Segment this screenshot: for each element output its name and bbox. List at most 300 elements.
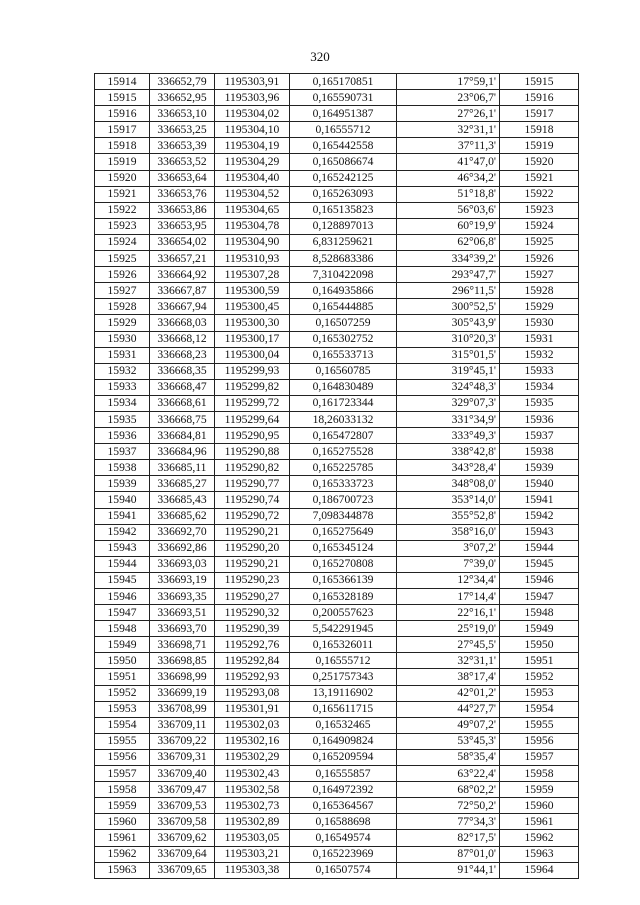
cell-point-number: 15952 <box>95 685 150 701</box>
cell-direction-angle: 348°08,0' <box>397 476 500 492</box>
cell-point-number: 15951 <box>95 669 150 685</box>
cell-next-point-number: 15934 <box>500 379 579 395</box>
cell-point-number: 15946 <box>95 589 150 605</box>
cell-point-number: 15915 <box>95 90 150 106</box>
cell-next-point-number: 15951 <box>500 653 579 669</box>
cell-y-coordinate: 1195303,91 <box>215 74 290 90</box>
cell-x-coordinate: 336654,02 <box>150 234 215 250</box>
table-body <box>95 74 579 879</box>
cell-y-coordinate: 1195300,04 <box>215 347 290 363</box>
cell-distance: 7,310422098 <box>290 267 397 283</box>
cell-next-point-number: 15918 <box>500 122 579 138</box>
cell-point-number: 15927 <box>95 283 150 299</box>
cell-distance: 0,165326011 <box>290 637 397 653</box>
cell-point-number: 15944 <box>95 556 150 572</box>
cell-point-number: 15926 <box>95 267 150 283</box>
cell-direction-angle: 51°18,8' <box>397 186 500 202</box>
cell-y-coordinate: 1195300,17 <box>215 331 290 347</box>
table-row <box>95 395 579 411</box>
table-row <box>95 315 579 331</box>
table-row <box>95 589 579 605</box>
cell-next-point-number: 15940 <box>500 476 579 492</box>
cell-next-point-number: 15933 <box>500 363 579 379</box>
cell-next-point-number: 15924 <box>500 218 579 234</box>
cell-x-coordinate: 336668,47 <box>150 379 215 395</box>
table-row <box>95 492 579 508</box>
cell-x-coordinate: 336709,40 <box>150 766 215 782</box>
cell-point-number: 15934 <box>95 395 150 411</box>
cell-x-coordinate: 336653,25 <box>150 122 215 138</box>
cell-distance: 0,165086674 <box>290 154 397 170</box>
cell-direction-angle: 44°27,7' <box>397 701 500 717</box>
cell-next-point-number: 15957 <box>500 749 579 765</box>
cell-x-coordinate: 336685,11 <box>150 460 215 476</box>
cell-direction-angle: 62°06,8' <box>397 234 500 250</box>
cell-distance: 0,165275528 <box>290 444 397 460</box>
cell-direction-angle: 7°39,0' <box>397 556 500 572</box>
table-row <box>95 766 579 782</box>
cell-point-number: 15957 <box>95 766 150 782</box>
cell-y-coordinate: 1195302,29 <box>215 749 290 765</box>
cell-next-point-number: 15941 <box>500 492 579 508</box>
cell-direction-angle: 63°22,4' <box>397 766 500 782</box>
cell-point-number: 15923 <box>95 218 150 234</box>
cell-x-coordinate: 336684,81 <box>150 428 215 444</box>
cell-next-point-number: 15959 <box>500 782 579 798</box>
cell-y-coordinate: 1195303,38 <box>215 862 290 878</box>
cell-next-point-number: 15923 <box>500 202 579 218</box>
cell-x-coordinate: 336709,31 <box>150 749 215 765</box>
cell-y-coordinate: 1195304,65 <box>215 202 290 218</box>
cell-distance: 0,164935866 <box>290 283 397 299</box>
cell-next-point-number: 15928 <box>500 283 579 299</box>
cell-distance: 0,16560785 <box>290 363 397 379</box>
coordinates-table <box>94 73 579 879</box>
cell-point-number: 15961 <box>95 830 150 846</box>
cell-point-number: 15936 <box>95 428 150 444</box>
cell-direction-angle: 338°42,8' <box>397 444 500 460</box>
cell-point-number: 15929 <box>95 315 150 331</box>
cell-direction-angle: 32°31,1' <box>397 653 500 669</box>
cell-point-number: 15916 <box>95 106 150 122</box>
table-row <box>95 540 579 556</box>
cell-distance: 0,165345124 <box>290 540 397 556</box>
cell-point-number: 15932 <box>95 363 150 379</box>
table-row <box>95 476 579 492</box>
cell-x-coordinate: 336685,43 <box>150 492 215 508</box>
cell-x-coordinate: 336652,79 <box>150 74 215 90</box>
cell-point-number: 15943 <box>95 540 150 556</box>
cell-y-coordinate: 1195304,40 <box>215 170 290 186</box>
table-row <box>95 556 579 572</box>
cell-point-number: 15928 <box>95 299 150 315</box>
cell-y-coordinate: 1195301,91 <box>215 701 290 717</box>
table-row <box>95 106 579 122</box>
cell-x-coordinate: 336668,12 <box>150 331 215 347</box>
cell-distance: 0,164951387 <box>290 106 397 122</box>
table-row <box>95 572 579 588</box>
table-row <box>95 653 579 669</box>
cell-point-number: 15955 <box>95 733 150 749</box>
cell-x-coordinate: 336709,58 <box>150 814 215 830</box>
cell-x-coordinate: 336693,03 <box>150 556 215 572</box>
cell-x-coordinate: 336653,86 <box>150 202 215 218</box>
cell-direction-angle: 23°06,7' <box>397 90 500 106</box>
cell-point-number: 15925 <box>95 251 150 267</box>
cell-y-coordinate: 1195300,45 <box>215 299 290 315</box>
cell-x-coordinate: 336668,61 <box>150 395 215 411</box>
table-row <box>95 283 579 299</box>
cell-x-coordinate: 336653,64 <box>150 170 215 186</box>
cell-y-coordinate: 1195300,30 <box>215 315 290 331</box>
cell-direction-angle: 334°39,2' <box>397 251 500 267</box>
table-row <box>95 90 579 106</box>
cell-point-number: 15953 <box>95 701 150 717</box>
cell-distance: 0,165364567 <box>290 798 397 814</box>
cell-distance: 0,165611715 <box>290 701 397 717</box>
cell-y-coordinate: 1195303,21 <box>215 846 290 862</box>
cell-point-number: 15931 <box>95 347 150 363</box>
cell-next-point-number: 15926 <box>500 251 579 267</box>
cell-direction-angle: 32°31,1' <box>397 122 500 138</box>
cell-point-number: 15933 <box>95 379 150 395</box>
table-row <box>95 508 579 524</box>
table-row <box>95 299 579 315</box>
cell-next-point-number: 15947 <box>500 589 579 605</box>
cell-point-number: 15930 <box>95 331 150 347</box>
page-number: 320 <box>310 49 330 64</box>
cell-direction-angle: 91°44,1' <box>397 862 500 878</box>
cell-direction-angle: 296°11,5' <box>397 283 500 299</box>
cell-distance: 0,165333723 <box>290 476 397 492</box>
cell-distance: 8,528683386 <box>290 251 397 267</box>
cell-direction-angle: 329°07,3' <box>397 395 500 411</box>
cell-x-coordinate: 336698,85 <box>150 653 215 669</box>
cell-x-coordinate: 336657,21 <box>150 251 215 267</box>
cell-distance: 0,16532465 <box>290 717 397 733</box>
cell-direction-angle: 293°47,7' <box>397 267 500 283</box>
cell-direction-angle: 358°16,0' <box>397 524 500 540</box>
cell-direction-angle: 305°43,9' <box>397 315 500 331</box>
cell-distance: 0,164830489 <box>290 379 397 395</box>
cell-next-point-number: 15916 <box>500 90 579 106</box>
cell-y-coordinate: 1195304,52 <box>215 186 290 202</box>
table-row <box>95 170 579 186</box>
cell-y-coordinate: 1195304,10 <box>215 122 290 138</box>
table-row <box>95 605 579 621</box>
cell-next-point-number: 15961 <box>500 814 579 830</box>
cell-next-point-number: 15919 <box>500 138 579 154</box>
cell-point-number: 15920 <box>95 170 150 186</box>
cell-y-coordinate: 1195290,21 <box>215 524 290 540</box>
cell-distance: 0,165366139 <box>290 572 397 588</box>
cell-next-point-number: 15917 <box>500 106 579 122</box>
table-row <box>95 830 579 846</box>
cell-direction-angle: 77°34,3' <box>397 814 500 830</box>
cell-y-coordinate: 1195304,02 <box>215 106 290 122</box>
cell-next-point-number: 15935 <box>500 395 579 411</box>
cell-x-coordinate: 336709,11 <box>150 717 215 733</box>
cell-direction-angle: 17°59,1' <box>397 74 500 90</box>
cell-x-coordinate: 336693,19 <box>150 572 215 588</box>
cell-next-point-number: 15945 <box>500 556 579 572</box>
cell-distance: 7,098344878 <box>290 508 397 524</box>
cell-next-point-number: 15958 <box>500 766 579 782</box>
cell-direction-angle: 68°02,2' <box>397 782 500 798</box>
cell-distance: 0,165533713 <box>290 347 397 363</box>
cell-y-coordinate: 1195302,58 <box>215 782 290 798</box>
cell-next-point-number: 15915 <box>500 74 579 90</box>
table-row <box>95 862 579 878</box>
cell-direction-angle: 25°19,0' <box>397 621 500 637</box>
cell-x-coordinate: 336685,62 <box>150 508 215 524</box>
cell-x-coordinate: 336708,99 <box>150 701 215 717</box>
cell-distance: 6,831259621 <box>290 234 397 250</box>
cell-x-coordinate: 336692,86 <box>150 540 215 556</box>
cell-distance: 0,165590731 <box>290 90 397 106</box>
cell-next-point-number: 15932 <box>500 347 579 363</box>
cell-point-number: 15963 <box>95 862 150 878</box>
cell-x-coordinate: 336653,10 <box>150 106 215 122</box>
cell-direction-angle: 42°01,2' <box>397 685 500 701</box>
cell-distance: 0,165135823 <box>290 202 397 218</box>
cell-point-number: 15956 <box>95 749 150 765</box>
cell-point-number: 15948 <box>95 621 150 637</box>
table-row <box>95 685 579 701</box>
cell-distance: 0,16555712 <box>290 122 397 138</box>
cell-distance: 0,161723344 <box>290 395 397 411</box>
cell-point-number: 15959 <box>95 798 150 814</box>
cell-y-coordinate: 1195290,95 <box>215 428 290 444</box>
cell-y-coordinate: 1195299,93 <box>215 363 290 379</box>
cell-x-coordinate: 336653,39 <box>150 138 215 154</box>
cell-point-number: 15962 <box>95 846 150 862</box>
cell-next-point-number: 15944 <box>500 540 579 556</box>
cell-x-coordinate: 336709,47 <box>150 782 215 798</box>
cell-y-coordinate: 1195290,32 <box>215 605 290 621</box>
cell-x-coordinate: 336685,27 <box>150 476 215 492</box>
cell-distance: 0,251757343 <box>290 669 397 685</box>
cell-next-point-number: 15949 <box>500 621 579 637</box>
cell-distance: 0,16555857 <box>290 766 397 782</box>
cell-next-point-number: 15925 <box>500 234 579 250</box>
cell-y-coordinate: 1195304,19 <box>215 138 290 154</box>
cell-next-point-number: 15937 <box>500 428 579 444</box>
cell-y-coordinate: 1195299,64 <box>215 411 290 427</box>
cell-y-coordinate: 1195290,82 <box>215 460 290 476</box>
cell-point-number: 15954 <box>95 717 150 733</box>
cell-direction-angle: 331°34,9' <box>397 411 500 427</box>
cell-next-point-number: 15921 <box>500 170 579 186</box>
cell-point-number: 15945 <box>95 572 150 588</box>
cell-point-number: 15919 <box>95 154 150 170</box>
table-row <box>95 733 579 749</box>
cell-y-coordinate: 1195302,73 <box>215 798 290 814</box>
cell-direction-angle: 3°07,2' <box>397 540 500 556</box>
table-row <box>95 846 579 862</box>
cell-x-coordinate: 336653,76 <box>150 186 215 202</box>
cell-x-coordinate: 336692,70 <box>150 524 215 540</box>
cell-y-coordinate: 1195290,77 <box>215 476 290 492</box>
cell-next-point-number: 15950 <box>500 637 579 653</box>
cell-distance: 0,165223969 <box>290 846 397 862</box>
cell-x-coordinate: 336693,51 <box>150 605 215 621</box>
cell-y-coordinate: 1195292,84 <box>215 653 290 669</box>
table-row <box>95 138 579 154</box>
cell-point-number: 15938 <box>95 460 150 476</box>
cell-y-coordinate: 1195302,89 <box>215 814 290 830</box>
cell-direction-angle: 82°17,5' <box>397 830 500 846</box>
table-row <box>95 218 579 234</box>
cell-x-coordinate: 336652,95 <box>150 90 215 106</box>
table-row <box>95 363 579 379</box>
cell-y-coordinate: 1195302,16 <box>215 733 290 749</box>
cell-next-point-number: 15956 <box>500 733 579 749</box>
cell-direction-angle: 60°19,9' <box>397 218 500 234</box>
cell-y-coordinate: 1195290,23 <box>215 572 290 588</box>
cell-distance: 0,165444885 <box>290 299 397 315</box>
cell-y-coordinate: 1195302,43 <box>215 766 290 782</box>
cell-next-point-number: 15960 <box>500 798 579 814</box>
cell-distance: 0,164972392 <box>290 782 397 798</box>
cell-distance: 0,164909824 <box>290 733 397 749</box>
cell-x-coordinate: 336709,62 <box>150 830 215 846</box>
cell-y-coordinate: 1195290,39 <box>215 621 290 637</box>
cell-next-point-number: 15942 <box>500 508 579 524</box>
table-row <box>95 782 579 798</box>
cell-point-number: 15914 <box>95 74 150 90</box>
cell-direction-angle: 87°01,0' <box>397 846 500 862</box>
table-row <box>95 331 579 347</box>
cell-distance: 0,16588698 <box>290 814 397 830</box>
cell-direction-angle: 56°03,6' <box>397 202 500 218</box>
cell-distance: 0,165209594 <box>290 749 397 765</box>
cell-y-coordinate: 1195299,82 <box>215 379 290 395</box>
cell-point-number: 15960 <box>95 814 150 830</box>
cell-y-coordinate: 1195290,88 <box>215 444 290 460</box>
table-row <box>95 234 579 250</box>
cell-y-coordinate: 1195304,29 <box>215 154 290 170</box>
cell-point-number: 15940 <box>95 492 150 508</box>
cell-x-coordinate: 336667,94 <box>150 299 215 315</box>
cell-distance: 0,16555712 <box>290 653 397 669</box>
cell-y-coordinate: 1195293,08 <box>215 685 290 701</box>
cell-distance: 0,165275649 <box>290 524 397 540</box>
cell-next-point-number: 15920 <box>500 154 579 170</box>
cell-point-number: 15941 <box>95 508 150 524</box>
cell-y-coordinate: 1195302,03 <box>215 717 290 733</box>
cell-distance: 0,16507574 <box>290 862 397 878</box>
cell-point-number: 15921 <box>95 186 150 202</box>
table-row <box>95 186 579 202</box>
cell-next-point-number: 15943 <box>500 524 579 540</box>
cell-y-coordinate: 1195290,72 <box>215 508 290 524</box>
table-row <box>95 749 579 765</box>
cell-point-number: 15935 <box>95 411 150 427</box>
cell-direction-angle: 355°52,8' <box>397 508 500 524</box>
cell-x-coordinate: 336693,70 <box>150 621 215 637</box>
cell-y-coordinate: 1195303,96 <box>215 90 290 106</box>
table-row <box>95 814 579 830</box>
cell-next-point-number: 15962 <box>500 830 579 846</box>
cell-next-point-number: 15948 <box>500 605 579 621</box>
cell-distance: 0,165263093 <box>290 186 397 202</box>
table-row <box>95 717 579 733</box>
table-row <box>95 428 579 444</box>
cell-direction-angle: 27°26,1' <box>397 106 500 122</box>
cell-next-point-number: 15931 <box>500 331 579 347</box>
table-row <box>95 701 579 717</box>
cell-distance: 5,542291945 <box>290 621 397 637</box>
cell-next-point-number: 15929 <box>500 299 579 315</box>
table-row <box>95 74 579 90</box>
cell-point-number: 15958 <box>95 782 150 798</box>
cell-direction-angle: 324°48,3' <box>397 379 500 395</box>
table-row <box>95 122 579 138</box>
cell-y-coordinate: 1195290,21 <box>215 556 290 572</box>
cell-distance: 0,165302752 <box>290 331 397 347</box>
cell-x-coordinate: 336709,64 <box>150 846 215 862</box>
cell-y-coordinate: 1195290,74 <box>215 492 290 508</box>
table-row <box>95 154 579 170</box>
cell-point-number: 15924 <box>95 234 150 250</box>
cell-point-number: 15917 <box>95 122 150 138</box>
cell-x-coordinate: 336653,95 <box>150 218 215 234</box>
cell-next-point-number: 15963 <box>500 846 579 862</box>
cell-next-point-number: 15955 <box>500 717 579 733</box>
cell-distance: 0,165225785 <box>290 460 397 476</box>
table-row <box>95 347 579 363</box>
cell-y-coordinate: 1195307,28 <box>215 267 290 283</box>
cell-next-point-number: 15939 <box>500 460 579 476</box>
cell-point-number: 15937 <box>95 444 150 460</box>
cell-direction-angle: 41°47,0' <box>397 154 500 170</box>
cell-next-point-number: 15930 <box>500 315 579 331</box>
cell-y-coordinate: 1195290,27 <box>215 589 290 605</box>
table-row <box>95 202 579 218</box>
cell-y-coordinate: 1195299,72 <box>215 395 290 411</box>
cell-direction-angle: 315°01,5' <box>397 347 500 363</box>
cell-next-point-number: 15927 <box>500 267 579 283</box>
cell-y-coordinate: 1195304,90 <box>215 234 290 250</box>
cell-direction-angle: 37°11,3' <box>397 138 500 154</box>
cell-direction-angle: 53°45,3' <box>397 733 500 749</box>
cell-y-coordinate: 1195310,93 <box>215 251 290 267</box>
cell-direction-angle: 46°34,2' <box>397 170 500 186</box>
cell-x-coordinate: 336709,22 <box>150 733 215 749</box>
cell-direction-angle: 49°07,2' <box>397 717 500 733</box>
cell-next-point-number: 15952 <box>500 669 579 685</box>
cell-distance: 0,165270808 <box>290 556 397 572</box>
cell-point-number: 15949 <box>95 637 150 653</box>
cell-x-coordinate: 336709,65 <box>150 862 215 878</box>
cell-x-coordinate: 336668,23 <box>150 347 215 363</box>
cell-x-coordinate: 336698,99 <box>150 669 215 685</box>
cell-point-number: 15950 <box>95 653 150 669</box>
cell-x-coordinate: 336698,71 <box>150 637 215 653</box>
table-row <box>95 621 579 637</box>
cell-y-coordinate: 1195300,59 <box>215 283 290 299</box>
cell-x-coordinate: 336667,87 <box>150 283 215 299</box>
cell-direction-angle: 38°17,4' <box>397 669 500 685</box>
cell-y-coordinate: 1195303,05 <box>215 830 290 846</box>
cell-x-coordinate: 336709,53 <box>150 798 215 814</box>
cell-direction-angle: 319°45,1' <box>397 363 500 379</box>
cell-direction-angle: 353°14,0' <box>397 492 500 508</box>
cell-direction-angle: 27°45,5' <box>397 637 500 653</box>
cell-x-coordinate: 336664,92 <box>150 267 215 283</box>
table-row <box>95 669 579 685</box>
